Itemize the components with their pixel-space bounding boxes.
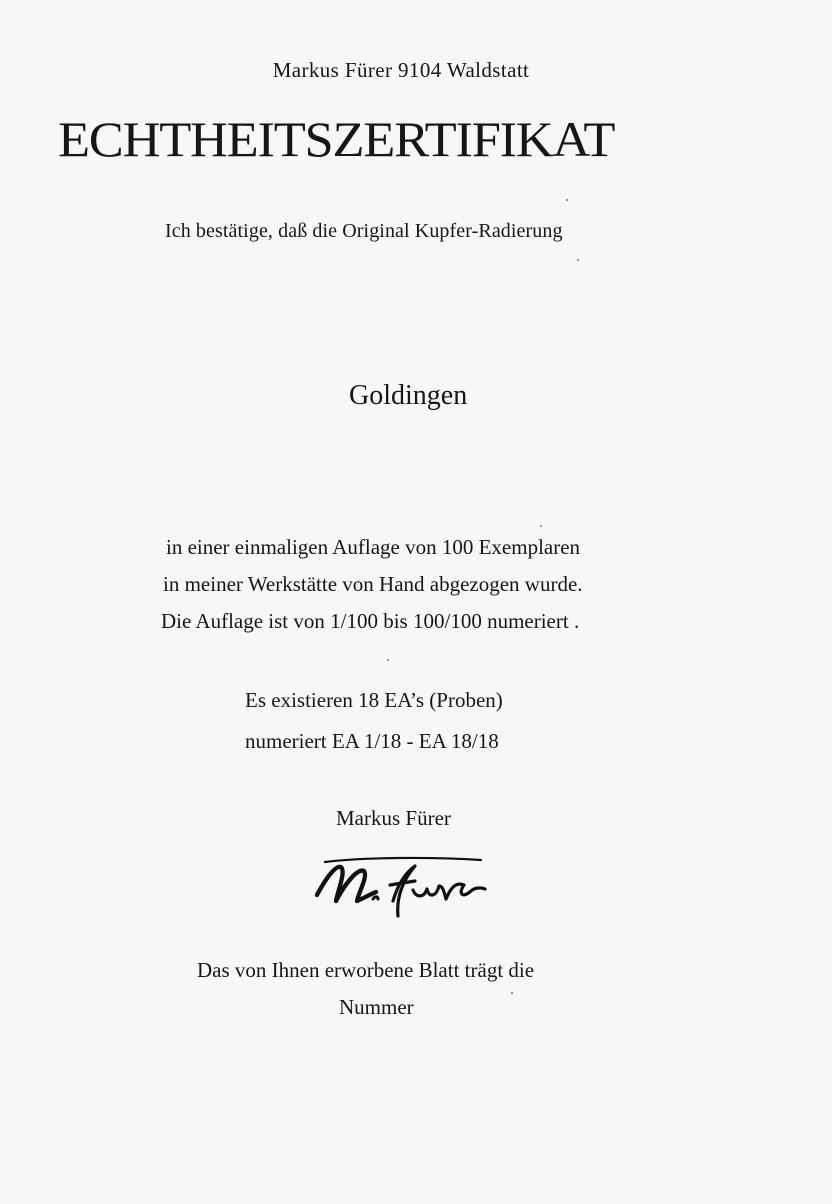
paper-speck	[577, 259, 579, 261]
paper-speck	[566, 199, 568, 201]
edition-text-line: in meiner Werkstätte von Hand abgezogen wurde.	[163, 572, 583, 596]
confirmation-intro: Ich bestätige, daß die Original Kupfer-Radierung	[165, 220, 563, 242]
paper-speck	[387, 659, 389, 661]
number-note-line: Nummer	[339, 995, 414, 1019]
proof-numbering-line: numeriert EA 1/18 - EA 18/18	[245, 729, 499, 753]
paper-speck	[540, 525, 542, 527]
artwork-title: Goldingen	[349, 380, 468, 411]
handwritten-signature	[300, 850, 490, 920]
edition-text-line: in einer einmaligen Auflage von 100 Exemplaren	[166, 535, 581, 559]
number-note-line: Das von Ihnen erworbene Blatt trägt die	[197, 958, 535, 982]
artist-name: Markus Fürer	[336, 806, 451, 830]
artist-address-header: Markus Fürer 9104 Waldstatt	[272, 58, 530, 82]
proof-count-line: Es existieren 18 EA’s (Proben)	[245, 688, 503, 712]
edition-text-line: Die Auflage ist von 1/100 bis 100/100 numeriert .	[161, 609, 580, 633]
paper-speck	[511, 992, 513, 994]
certificate-title: ECHTHEITSZERTIFIKAT	[58, 111, 615, 167]
